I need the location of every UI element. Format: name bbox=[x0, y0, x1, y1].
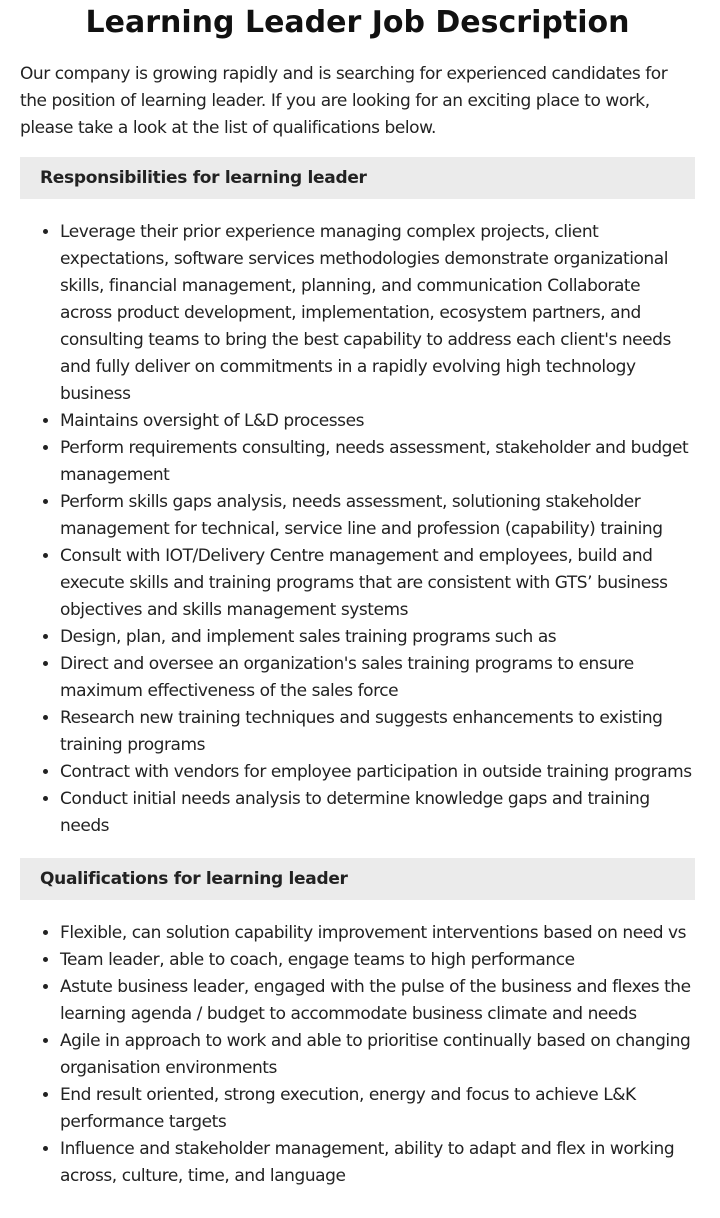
list-item: • Direct and oversee an organization's sales training programs to ensure maximum effectiveness of the sales force bbox=[60, 651, 695, 705]
list-item: • Conduct initial needs analysis to determine knowledge gaps and training needs bbox=[60, 786, 695, 840]
list-item: • Contract with vendors for employee participation in outside training programs bbox=[60, 759, 695, 786]
list-item: • Flexible, can solution capability improvement interventions based on need vs bbox=[60, 920, 695, 947]
list-item: • Consult with IOT/Delivery Centre management and employees, build and execute skills and training programs that are consistent with GTS’ business objectives and skills management systems bbox=[60, 543, 695, 624]
list-item: • Agile in approach to work and able to prioritise continually based on changing organisation environments bbox=[60, 1028, 695, 1082]
list-item: • Influence and stakeholder management, ability to adapt and flex in working across, culture, time, and language bbox=[60, 1136, 695, 1190]
qualifications-list bbox=[20, 920, 695, 1190]
list-item: • Perform skills gaps analysis, needs assessment, solutioning stakeholder management for technical, service line and profession (capability) training bbox=[60, 489, 695, 543]
list-item: • Research new training techniques and suggests enhancements to existing training programs bbox=[60, 705, 695, 759]
responsibilities-list bbox=[20, 219, 695, 840]
responsibilities-heading: Responsibilities for learning leader bbox=[20, 157, 695, 199]
list-item: • Design, plan, and implement sales training programs such as bbox=[60, 624, 695, 651]
list-item: • Maintains oversight of L&D processes bbox=[60, 408, 695, 435]
list-item: • Team leader, able to coach, engage teams to high performance bbox=[60, 947, 695, 974]
intro-paragraph: Our company is growing rapidly and is searching for experienced candidates for the position of learning leader. If you are looking for an exciting place to work, please take a look at the list of qualifications below. bbox=[20, 64, 668, 138]
list-item: • Astute business leader, engaged with the pulse of the business and flexes the learning agenda / budget to accommodate business climate and needs bbox=[60, 974, 695, 1028]
list-item: • Leverage their prior experience managing complex projects, client expectations, software services methodologies demonstrate organizational skills, financial management, planning, and communication Collaborate across product development, implementation, ecosystem partners, and consulting teams to bring the best capability to address each client's needs and fully deliver on commitments in a rapidly evolving high technology business bbox=[60, 219, 695, 408]
list-item: • Perform requirements consulting, needs assessment, stakeholder and budget management bbox=[60, 435, 695, 489]
qualifications-heading: Qualifications for learning leader bbox=[20, 858, 695, 900]
list-item: • End result oriented, strong execution, energy and focus to achieve L&K performance targets bbox=[60, 1082, 695, 1136]
page-title: Learning Leader Job Description bbox=[85, 5, 630, 40]
